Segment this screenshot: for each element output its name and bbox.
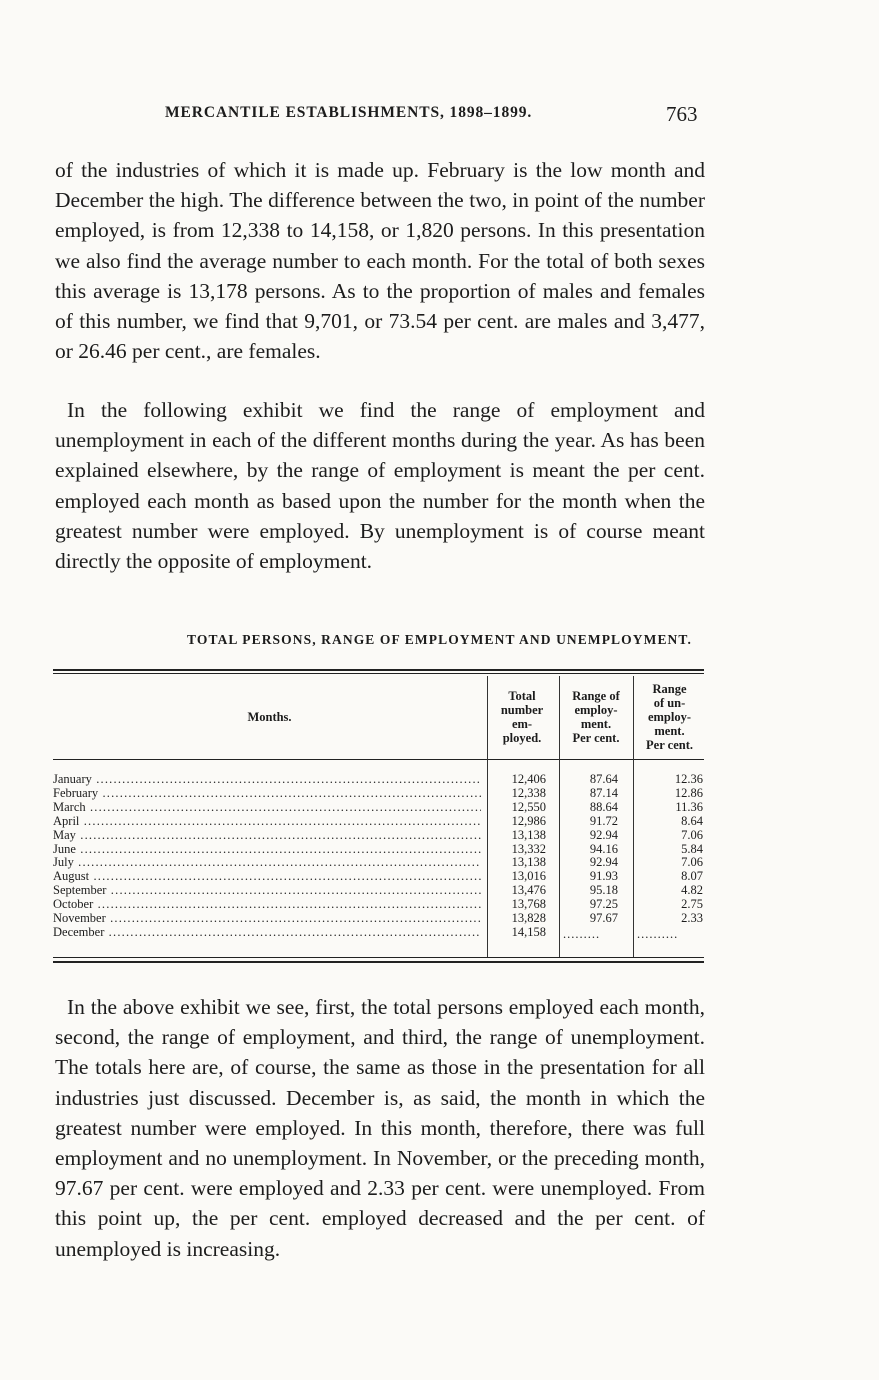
cell-range-unemployment: 7.06 bbox=[681, 855, 703, 870]
page-number: 763 bbox=[666, 102, 698, 126]
table-row bbox=[53, 815, 704, 829]
empty-cell-leader: .......... bbox=[637, 927, 679, 941]
cell-month: October ..... bbox=[53, 898, 481, 912]
cell-month: November ..... bbox=[53, 912, 481, 926]
cell-range-employment: 92.94 bbox=[589, 855, 618, 870]
cell-month: July ..... bbox=[53, 856, 481, 870]
cell-range-unemployment: 8.64 bbox=[681, 813, 703, 828]
cell-range-employment: 87.64 bbox=[589, 772, 618, 786]
table-top-rule-inner bbox=[53, 673, 704, 674]
empty-cell-leader: ......... bbox=[563, 927, 601, 941]
cell-total: 13,138 bbox=[511, 827, 546, 842]
table-header bbox=[53, 678, 704, 756]
cell-month: August ..... bbox=[53, 870, 481, 884]
cell-total: 12,986 bbox=[511, 813, 546, 828]
cell-range-unemployment: 7.06 bbox=[681, 827, 703, 842]
paragraph-1: of the industries of which it is made up. February is the low month and December the high. The difference between the two, in point of the number employed, is from 12,338 to 14,158, or 1,820 persons. In this presentation we also find the average number to each month. For the total of both sexes this average is 13,178 persons. As to the proportion of males and females of this number, we find that 9,701, or 73.54 per cent. are males and 3,477, or 26.46 per cent., are females. bbox=[55, 158, 705, 364]
cell-month: January ..... bbox=[53, 773, 481, 787]
cell-total: 12,406 bbox=[511, 772, 546, 786]
running-title: MERCANTILE ESTABLISHMENTS, 1898–1899. bbox=[165, 104, 533, 121]
cell-total: 13,828 bbox=[511, 911, 546, 925]
table-bottom-rule-outer bbox=[53, 961, 704, 963]
cell-total: 13,768 bbox=[511, 897, 546, 912]
cell-range-unemployment: 4.82 bbox=[681, 883, 703, 898]
table-row bbox=[53, 843, 704, 857]
header-total-employed: Total number em- ployed. bbox=[500, 689, 544, 745]
cell-range-employment: 91.72 bbox=[589, 813, 618, 828]
cell-range-employment: 97.67 bbox=[589, 911, 618, 925]
cell-range-employment: 88.64 bbox=[589, 799, 618, 814]
table-bottom-rule bbox=[53, 957, 704, 958]
running-head bbox=[0, 104, 879, 134]
cell-month: May ..... bbox=[53, 829, 481, 843]
table-top-rule bbox=[53, 669, 704, 671]
cell-range-unemployment: 2.33 bbox=[681, 911, 703, 925]
cell-total: 13,332 bbox=[511, 841, 546, 856]
cell-month: March ..... bbox=[53, 801, 481, 815]
cell-month: September ..... bbox=[53, 884, 481, 898]
table-row bbox=[53, 898, 704, 912]
cell-month: February ..... bbox=[53, 787, 481, 801]
cell-total: 12,338 bbox=[511, 785, 546, 800]
cell-total: 12,550 bbox=[511, 799, 546, 814]
cell-range-employment: 92.94 bbox=[589, 827, 618, 842]
cell-month: June ..... bbox=[53, 843, 481, 857]
cell-range-unemployment: 12.86 bbox=[674, 785, 703, 800]
table-row bbox=[53, 773, 704, 787]
table-title: TOTAL PERSONS, RANGE OF EMPLOYMENT AND UNEMPLOYMENT. bbox=[187, 632, 692, 647]
cell-range-employment: 87.14 bbox=[589, 785, 618, 800]
cell-range-unemployment: 8.07 bbox=[681, 869, 703, 884]
cell-range-unemployment: 2.75 bbox=[681, 897, 703, 912]
cell-total: 14,158 bbox=[511, 924, 546, 939]
cell-range-unemployment: 12.36 bbox=[674, 772, 703, 786]
cell-range-employment: 91.93 bbox=[589, 869, 618, 884]
table-row bbox=[53, 884, 704, 898]
table-row bbox=[53, 926, 704, 940]
table-row bbox=[53, 912, 704, 926]
paragraph-3: In the above exhibit we see, first, the total persons employed each month, second, the range of employment, and third, the range of unemployment. The totals here are, of course, the same as those in the presentation for all industries just discussed. December is, as said, the month in which the greatest number were employed. In this month, therefore, there was full employment and no unemployment. In November, or the preceding month, 97.67 per cent. were employed and 2.33 per cent. were unemployed. From this point up, the per cent. employed decreased and the per cent. of unemployed is increasing. bbox=[55, 995, 705, 1261]
table-header-rule bbox=[53, 759, 704, 760]
table-row bbox=[53, 801, 704, 815]
cell-range-unemployment: 5.84 bbox=[681, 841, 703, 856]
cell-total: 13,138 bbox=[511, 855, 546, 870]
header-months: Months. bbox=[247, 709, 292, 724]
table-row bbox=[53, 856, 704, 870]
cell-total: 13,476 bbox=[511, 883, 546, 898]
cell-range-employment: 95.18 bbox=[589, 883, 618, 898]
cell-range-employment: 97.25 bbox=[589, 897, 618, 912]
header-range-employment: Range of employ- ment. Per cent. bbox=[572, 689, 620, 745]
cell-range-employment: 94.16 bbox=[589, 841, 618, 856]
cell-month: April ..... bbox=[53, 815, 481, 829]
table-body bbox=[53, 773, 704, 943]
cell-total: 13,016 bbox=[511, 869, 546, 884]
table-row bbox=[53, 787, 704, 801]
table-row bbox=[53, 829, 704, 843]
header-range-unemployment: Range of un- employ- ment. Per cent. bbox=[646, 682, 693, 752]
cell-month: December ..... bbox=[53, 926, 481, 940]
table-row bbox=[53, 870, 704, 884]
cell-range-unemployment: 11.36 bbox=[675, 799, 703, 814]
paragraph-2: In the following exhibit we find the range of employment and unemployment in each of the different months during the year. As has been explained elsewhere, by the range of employment is meant the per cent. employed each month as based upon the number for the month when the greatest number were employed. By unemployment is of course meant directly the opposite of employment. bbox=[55, 398, 705, 574]
